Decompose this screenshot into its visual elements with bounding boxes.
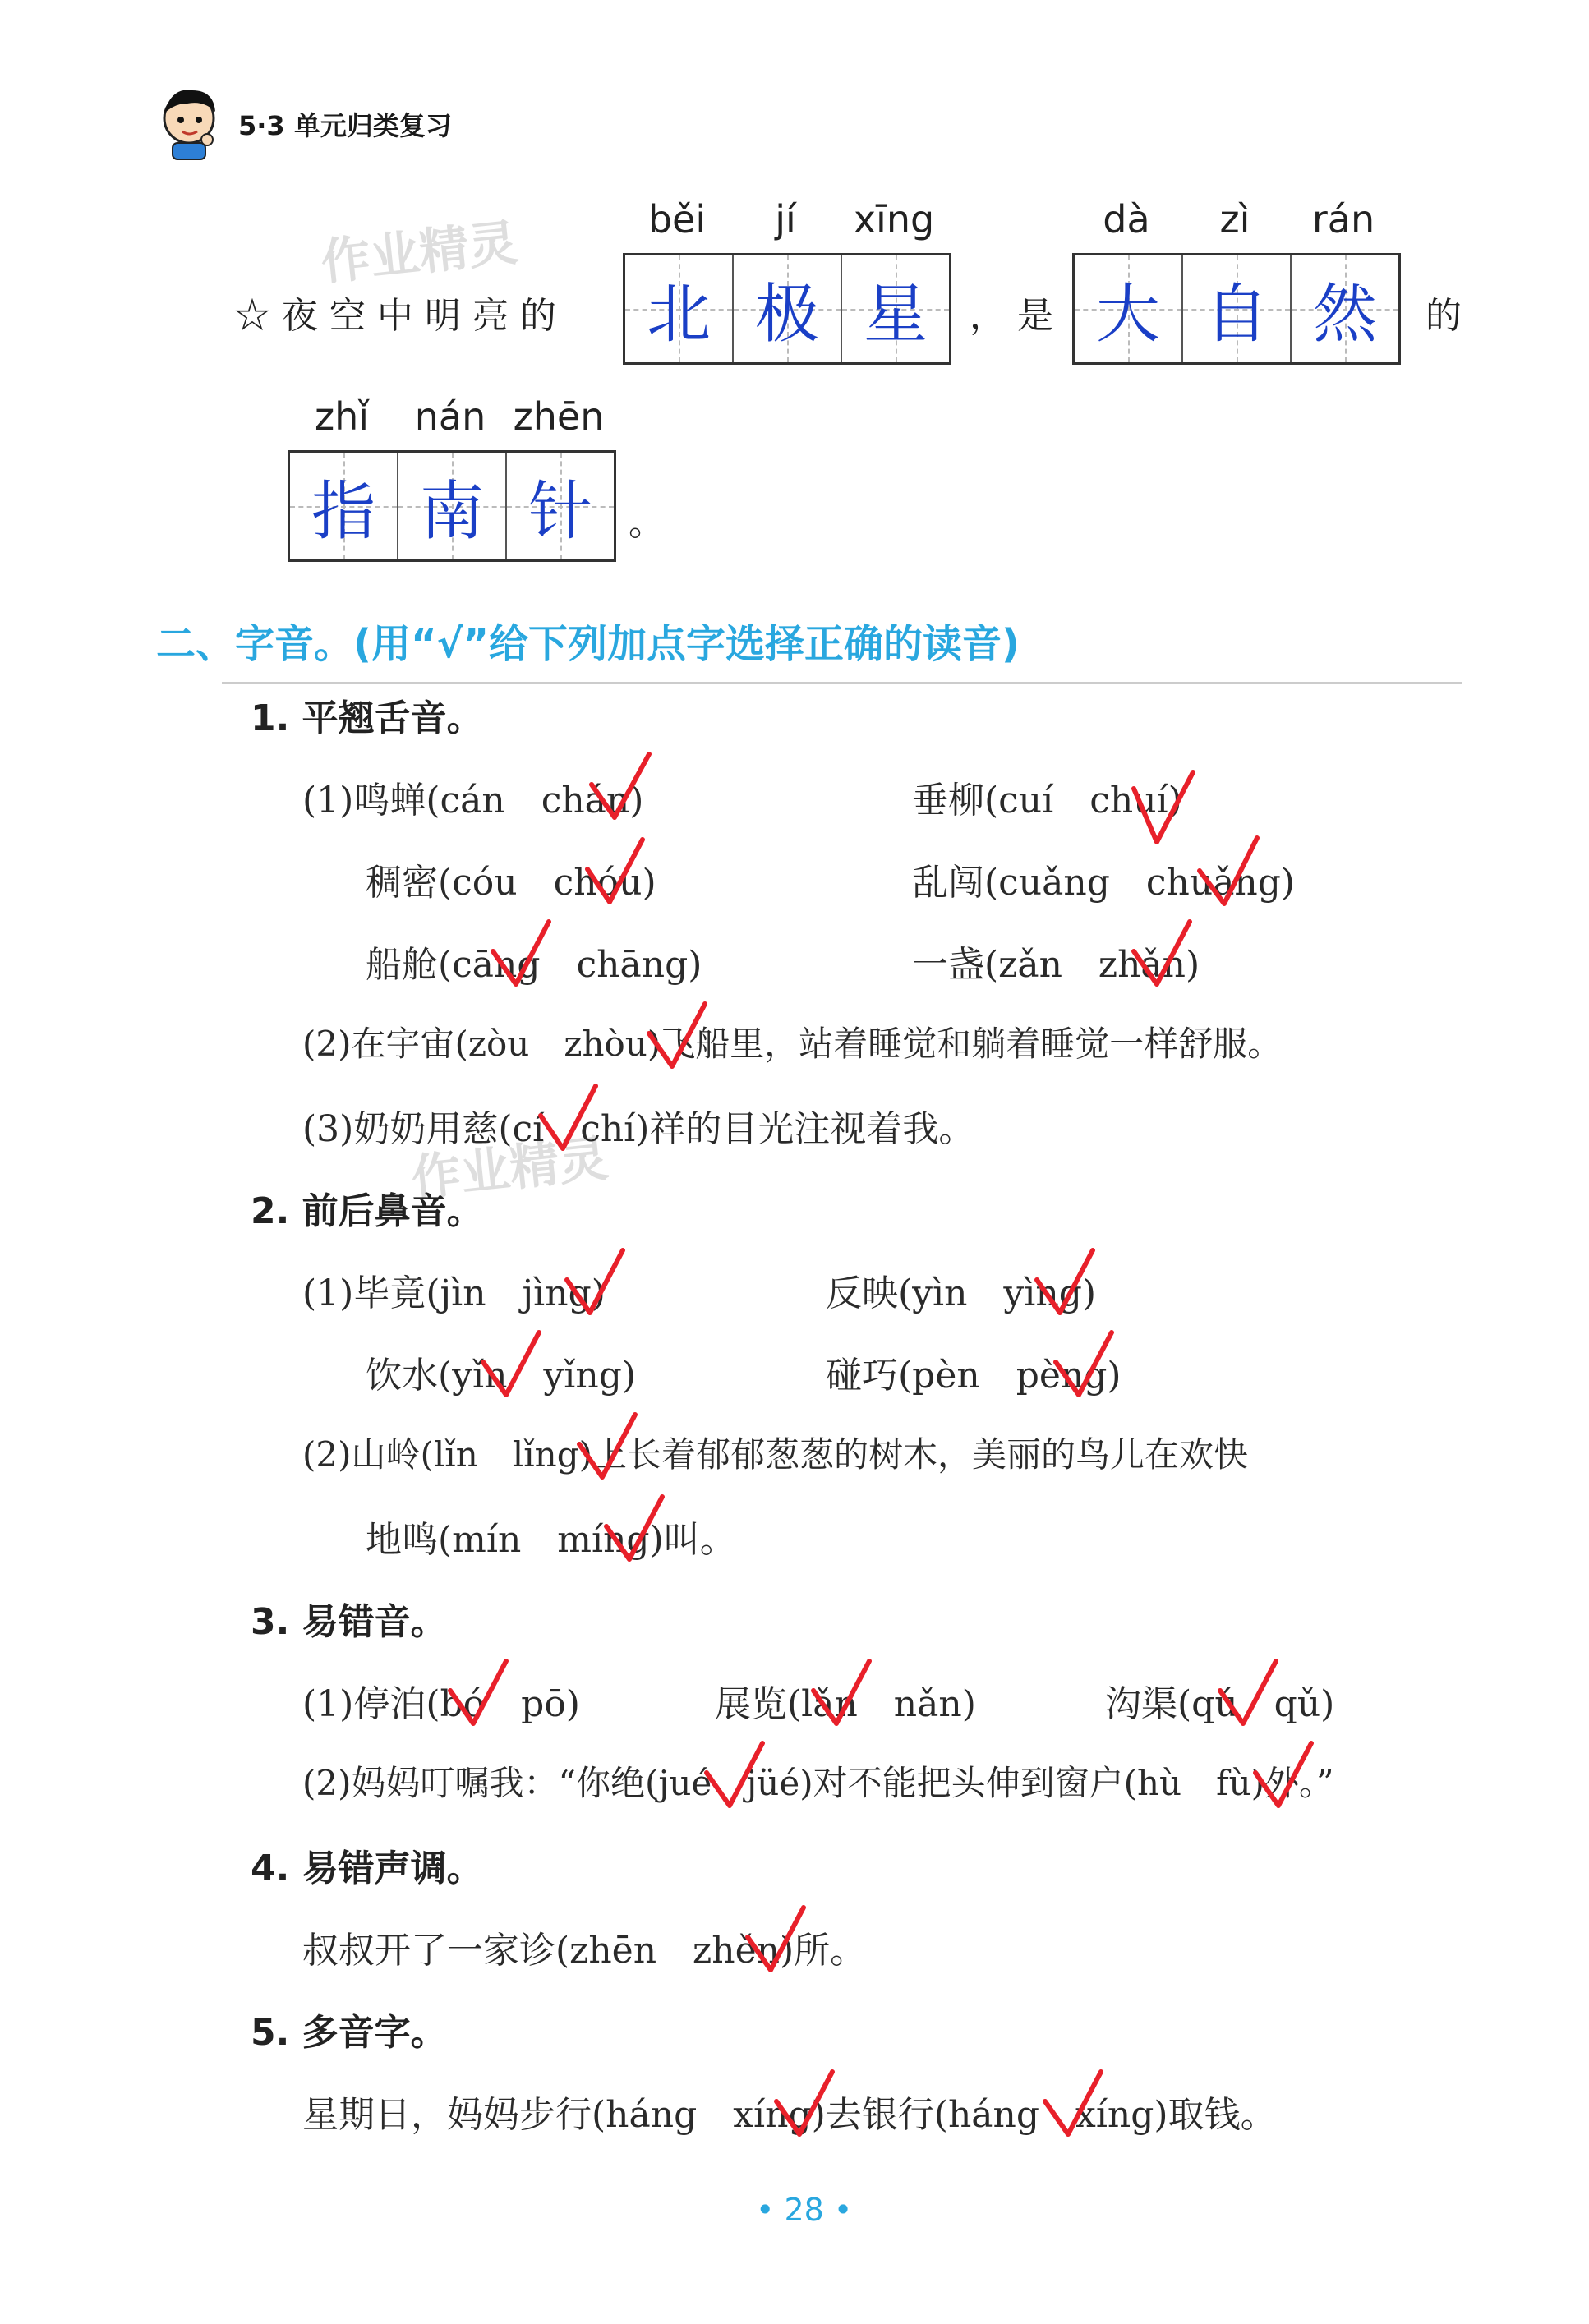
grid-cell (734, 255, 842, 362)
boy-mascot-icon (154, 82, 223, 161)
q1-sentence: (2)在宇宙(zòu zhòu)飞船里，站着睡觉和躺着睡觉一样舒服。 (302, 1024, 1283, 1064)
q2-item: 饮水(yǐn yǐng) (366, 1355, 637, 1397)
pinyin: rán (1311, 197, 1375, 242)
sentence-mid: ，是 (970, 295, 1065, 337)
grid-cell (1075, 255, 1183, 362)
watermark: 作业精灵 (318, 214, 521, 292)
grid-cell (625, 255, 734, 362)
q3-title: 3. 易错音。 (251, 1601, 447, 1643)
q1-item: 一盏(zǎn zhǎn) (912, 944, 1200, 986)
pinyin-group-2 (1072, 197, 1398, 242)
sentence-suffix: 的 (1425, 295, 1473, 337)
q3-sentence: (2)妈妈叮嘱我：“你绝(jué jüé)对不能把头伸到窗户(hù fù)外。” (302, 1763, 1334, 1803)
q3-item: 沟渠(qú qǔ) (1105, 1683, 1335, 1725)
grid-cell (1292, 255, 1398, 362)
grid-cell (1183, 255, 1292, 362)
section-divider (222, 682, 1462, 684)
pinyin: běi (647, 197, 707, 242)
q1-item: 垂柳(cuí chuí) (912, 780, 1182, 821)
page-number: • 28 • (756, 2192, 853, 2228)
grid-cell (398, 453, 507, 559)
q3-item: 展览(lǎn nǎn) (715, 1683, 976, 1725)
grid-cell (842, 255, 949, 362)
pinyin: zì (1219, 197, 1250, 242)
q3-item: (1)停泊(bó pō) (302, 1683, 580, 1725)
pinyin: xīng (853, 197, 935, 242)
q1-item: 乱闯(cuǎng chuǎng) (912, 862, 1296, 904)
grid-cell (507, 453, 614, 559)
grid-char: 极 (754, 278, 819, 352)
char-grid-3 (288, 450, 616, 562)
q2-item: 碰巧(pèn pèng) (826, 1355, 1122, 1397)
q1-sentence: (3)奶奶用慈(cí chí)祥的目光注视着我。 (302, 1108, 975, 1150)
pinyin: jí (775, 197, 796, 242)
q2-item: (1)毕竟(jìn jìng) (302, 1272, 606, 1314)
grid-char: 北 (646, 278, 711, 352)
sentence-prefix: ☆夜空中明亮的 (234, 295, 568, 337)
grid-char: 大 (1095, 278, 1160, 352)
grid-char: 星 (863, 278, 928, 352)
q1-item: 船舱(cāng chāng) (366, 944, 702, 986)
q2-sentence: 地鸣(mín míng)叫。 (366, 1519, 736, 1561)
watermark: 作业精灵 (408, 1130, 611, 1208)
sentence-end: 。 (629, 502, 676, 544)
grid-cell (290, 453, 398, 559)
grid-char: 南 (419, 475, 484, 549)
char-grid-2 (1072, 253, 1401, 365)
grid-char: 自 (1204, 278, 1269, 352)
q1-item: 稠密(cóu chóu) (366, 862, 656, 904)
grid-char: 指 (311, 475, 375, 549)
pinyin: dà (1103, 197, 1150, 242)
section-title: 二、字音。(用“√”给下列加点字选择正确的读音) (156, 621, 1020, 667)
header-title: 5·3 单元归类复习 (238, 110, 452, 141)
q1-title: 1. 平翘舌音。 (251, 697, 483, 739)
q5-sentence: 星期日，妈妈步行(háng xíng)去银行(háng xíng)取钱。 (302, 2094, 1277, 2136)
q2-item: 反映(yìn yìng) (826, 1272, 1097, 1314)
char-grid-1 (623, 253, 951, 365)
q1-item: (1)鸣蝉(cán chán) (302, 780, 644, 821)
q2-sentence: (2)山岭(lǐn lǐng)上长着郁郁葱葱的树木，美丽的鸟儿在欢快 (302, 1434, 1248, 1475)
pinyin-group-1 (623, 197, 948, 242)
q4-sentence: 叔叔开了一家诊(zhēn zhěn)所。 (302, 1930, 867, 1972)
pinyin: nán (414, 394, 486, 439)
q2-title: 2. 前后鼻音。 (251, 1190, 483, 1232)
q5-title: 5. 多音字。 (251, 2012, 447, 2054)
pinyin-group-3 (288, 394, 613, 439)
pinyin: zhǐ (314, 394, 370, 439)
pinyin: zhēn (513, 394, 605, 439)
q4-title: 4. 易错声调。 (251, 1848, 483, 1889)
grid-char: 然 (1312, 278, 1377, 352)
grid-char: 针 (527, 475, 592, 549)
